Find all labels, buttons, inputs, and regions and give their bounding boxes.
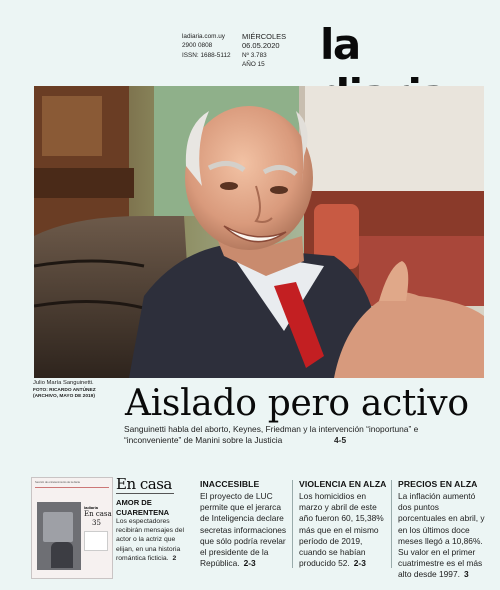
encasa-headline[interactable] [116, 498, 169, 517]
newspaper-logo[interactable]: la [320, 20, 360, 69]
column-headline: INACCESIBLE [200, 479, 260, 489]
issue-year: AÑO 15 [242, 60, 265, 68]
news-column-inaccesible[interactable] [200, 479, 288, 569]
column-body-text: El proyecto de LUC permite que el jerarca de Inteligencia declare secretas informaciones que sólo podría revelar el presidente de la República. [200, 491, 287, 569]
news-column-precios[interactable] [398, 479, 488, 581]
encasa-thumbnail[interactable] [31, 477, 113, 579]
thumb-photo-shape [43, 512, 73, 542]
column-divider [292, 480, 293, 568]
encasa-body [116, 517, 184, 563]
news-column-violencia[interactable] [299, 479, 387, 569]
column-body-text: La inflación aumentó dos puntos porcentuales en abril, y en los últimos doce meses llegó a 10,86%. Su valor en el primer cuatrimestre es el más alto desde 1997. [398, 491, 485, 580]
thumb-top-line: Sección de entretenimiento de la diaria [35, 481, 80, 484]
lead-headline[interactable]: Aislado pero activo [125, 383, 469, 424]
masthead-issue [242, 32, 286, 69]
column-pages: 2-3 [243, 558, 256, 569]
thumb-photo [37, 502, 81, 570]
encasa-headline-line1: AMOR DE [116, 498, 152, 507]
photo-credit: FOTO: RICARDO ANTÚNEZ (ARCHIVO, MAYO DE 2019) [33, 388, 96, 400]
issue-date: 06.05.2020 [242, 41, 280, 51]
thumb-number: 35 [92, 519, 101, 527]
issue-number: Nº 3.783 [242, 51, 267, 59]
masthead [0, 0, 500, 86]
lead-subhead [124, 424, 454, 446]
thumb-inset-box [84, 531, 108, 551]
encasa-title[interactable]: En casa [116, 475, 172, 493]
thumb-title: En casa [84, 510, 112, 518]
phone-number: 2900 0808 [182, 42, 213, 50]
column-divider [391, 480, 392, 568]
encasa-page: 2 [172, 554, 177, 562]
issue-weekday: MIÉRCOLES [242, 32, 287, 41]
column-headline: PRECIOS EN ALZA [398, 479, 478, 489]
encasa-body-text: Los espectadores recibirán mensajes del actor o la actriz que elijan, en una historia romántica ficticia. [116, 518, 185, 562]
thumb-rule [35, 487, 109, 488]
column-body [200, 491, 288, 569]
masthead-contact [182, 32, 231, 60]
lead-pages: 4-5 [334, 435, 347, 446]
caption-name: Julio María Sanguinetti. [33, 380, 94, 386]
thumb-photo-figure [51, 542, 73, 568]
lead-photo-illustration [34, 86, 484, 378]
site-url[interactable]: ladiaria.com.uy [182, 33, 225, 40]
photo-caption [33, 380, 113, 401]
column-body-text: Los homicidios en marzo y abril de este año fueron 60, 15,38% más que en el mismo período de 2019, cuando se habían producido 52. [299, 491, 384, 569]
lead-subhead-text: Sanguinetti habla del aborto, Keynes, Friedman y la intervención “inoportuna” e “inconveniente” de Manini sobre la Justicia [124, 424, 419, 446]
encasa-rule [116, 493, 174, 494]
column-pages: 2-3 [353, 558, 366, 569]
thumb-brand: ladiaria [84, 505, 99, 510]
column-headline: VIOLENCIA EN ALZA [299, 479, 387, 489]
encasa-headline-line2: CUARENTENA [116, 507, 170, 517]
column-pages: 3 [463, 569, 469, 580]
issn: ISSN: 1688-5112 [182, 51, 231, 59]
lead-photo [34, 86, 484, 378]
column-body [299, 491, 387, 569]
column-body [398, 491, 488, 581]
